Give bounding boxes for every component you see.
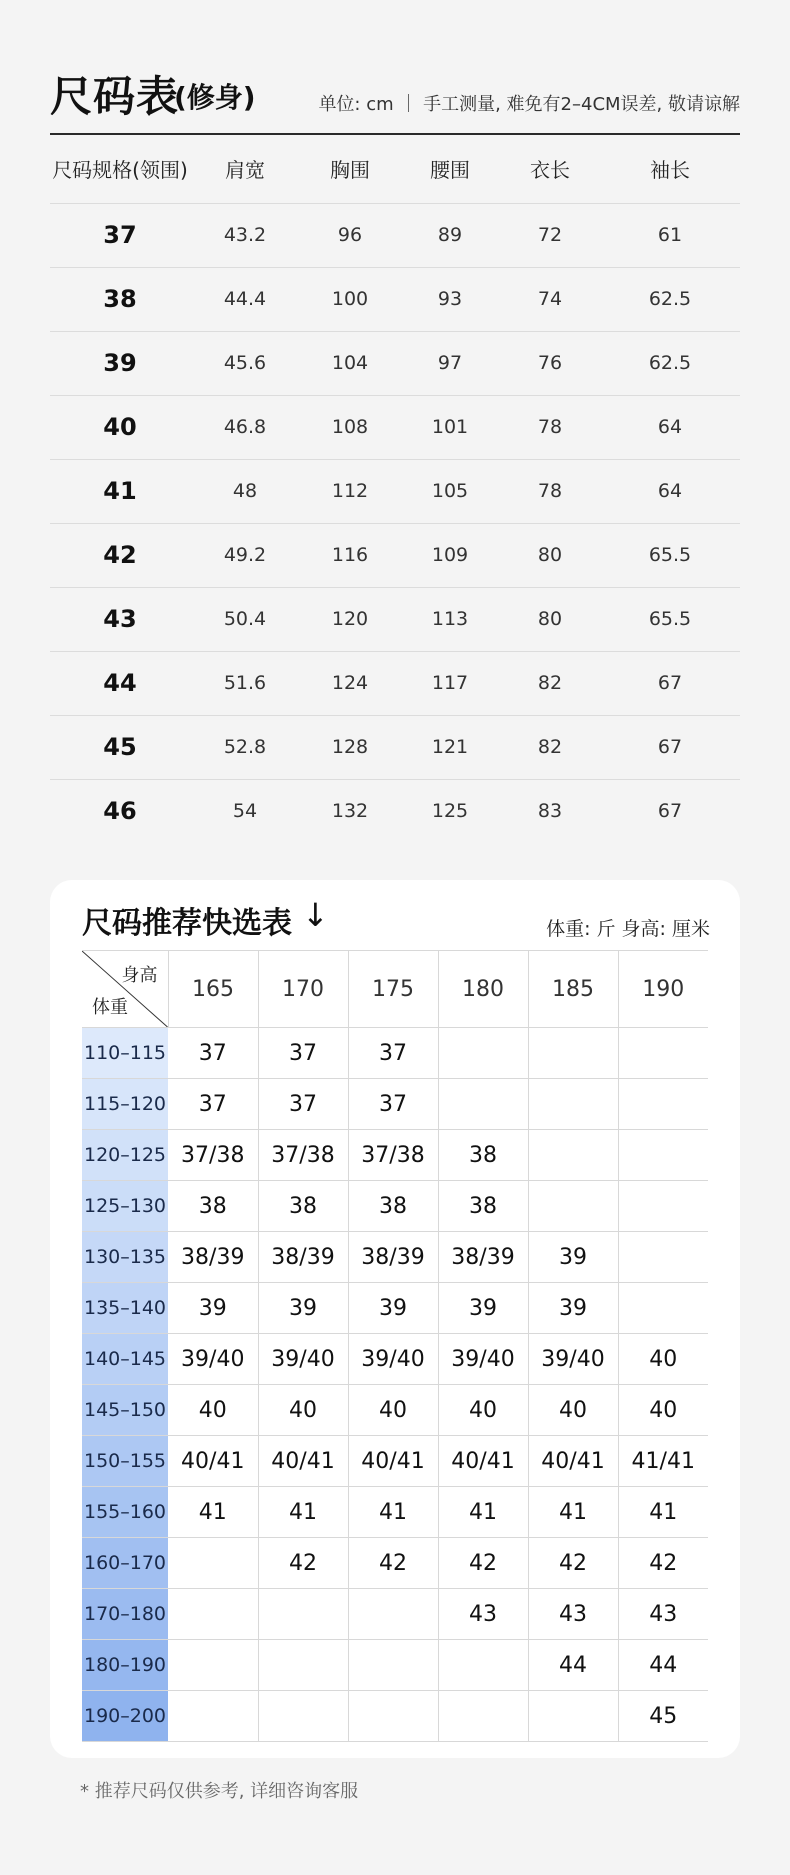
height-column-header: 190 — [618, 951, 708, 1028]
measurement-cell: 125 — [431, 800, 469, 823]
measurement-cell: 93 — [400, 267, 500, 331]
size-label-cell: 38 — [50, 267, 190, 331]
quick-pick-row — [82, 1232, 708, 1283]
size-label-cell: 42 — [50, 523, 190, 587]
recommended-size-cell: 39/40 — [258, 1334, 348, 1385]
measurement-cell: 121 — [400, 715, 500, 779]
recommended-size-cell: 41 — [528, 1487, 618, 1538]
recommended-size-cell — [168, 1640, 258, 1691]
measurement-cell: 100 — [300, 267, 400, 331]
weight-range-cell: 170–180 — [82, 1589, 168, 1640]
size-row — [50, 203, 740, 267]
corner-height-label: 身高 — [121, 965, 158, 986]
measurement-cell: 45.6 — [190, 331, 300, 395]
down-arrow-icon: ↓ — [302, 896, 329, 934]
measurement-cell: 72 — [500, 203, 600, 267]
quick-pick-row — [82, 1079, 708, 1130]
recommended-size-cell: 37 — [258, 1028, 348, 1079]
size-chart-body — [50, 203, 740, 843]
weight-range-cell: 135–140 — [82, 1283, 168, 1334]
weight-range-cell: 125–130 — [82, 1181, 168, 1232]
measurement-cell: 49.2 — [190, 523, 300, 587]
measurement-cell: 76 — [500, 331, 600, 395]
recommended-size-cell: 40/41 — [438, 1436, 528, 1487]
recommended-size-cell: 38 — [258, 1181, 348, 1232]
recommended-size-cell — [528, 1079, 618, 1130]
recommended-size-cell — [618, 1028, 708, 1079]
size-label-cell: 44 — [50, 651, 190, 715]
recommended-size-cell: 37 — [258, 1079, 348, 1130]
recommended-size-cell: 45 — [618, 1691, 708, 1742]
measurement-cell: 65.5 — [600, 523, 740, 587]
quick-pick-row — [82, 1640, 708, 1691]
footnote: * 推荐尺码仅供参考, 详细咨询客服 — [80, 1781, 359, 1802]
recommended-size-cell: 39 — [438, 1283, 528, 1334]
weight-range-cell: 160–170 — [82, 1538, 168, 1589]
measurement-cell: 65.5 — [600, 587, 740, 651]
recommended-size-cell — [258, 1589, 348, 1640]
recommended-size-cell — [438, 1640, 528, 1691]
recommended-size-cell: 39 — [528, 1283, 618, 1334]
size-chart-table — [50, 135, 740, 843]
recommended-size-cell: 37/38 — [168, 1130, 258, 1181]
recommended-size-cell: 39/40 — [348, 1334, 438, 1385]
weight-range-cell: 120–125 — [82, 1130, 168, 1181]
measurement-cell: 97 — [400, 331, 500, 395]
recommended-size-cell: 40 — [438, 1385, 528, 1436]
recommended-size-cell — [618, 1079, 708, 1130]
quick-pick-card — [50, 880, 740, 1758]
weight-range-cell: 115–120 — [82, 1079, 168, 1130]
quick-pick-row — [82, 1385, 708, 1436]
recommended-size-cell — [168, 1538, 258, 1589]
quick-pick-legend: 体重: 斤 身高: 厘米 — [546, 918, 710, 940]
recommended-size-cell: 40/41 — [348, 1436, 438, 1487]
measurement-cell: 124 — [300, 651, 400, 715]
size-label-cell: 43 — [50, 587, 190, 651]
recommended-size-cell — [348, 1691, 438, 1742]
recommended-size-cell — [618, 1181, 708, 1232]
recommended-size-cell: 37 — [348, 1079, 438, 1130]
recommended-size-cell: 40/41 — [258, 1436, 348, 1487]
measurement-cell: 101 — [400, 395, 500, 459]
measurement-cell: 82 — [500, 651, 600, 715]
measurement-cell: 128 — [300, 715, 400, 779]
recommended-size-cell: 38/39 — [168, 1232, 258, 1283]
recommended-size-cell — [438, 1028, 528, 1079]
measurement-cell: 52.8 — [190, 715, 300, 779]
quick-pick-row — [82, 1181, 708, 1232]
weight-range-cell: 150–155 — [82, 1436, 168, 1487]
recommended-size-cell: 41 — [348, 1487, 438, 1538]
recommended-size-cell — [618, 1130, 708, 1181]
measurement-cell: 44.4 — [190, 267, 300, 331]
recommended-size-cell — [438, 1079, 528, 1130]
quick-pick-header-row — [82, 951, 708, 1028]
recommended-size-cell: 43 — [528, 1589, 618, 1640]
recommended-size-cell — [618, 1283, 708, 1334]
quick-pick-table — [82, 950, 708, 1742]
corner-weight-label: 体重 — [92, 997, 128, 1018]
weight-range-cell: 145–150 — [82, 1385, 168, 1436]
weight-range-cell: 140–145 — [82, 1334, 168, 1385]
size-label-cell: 40 — [50, 395, 190, 459]
size-column-header: 尺码规格(领围) — [50, 135, 190, 203]
measurement-cell: 48 — [190, 459, 300, 523]
quick-pick-row — [82, 1436, 708, 1487]
size-label-cell: 41 — [50, 459, 190, 523]
recommended-size-cell: 41 — [618, 1487, 708, 1538]
recommended-size-cell: 39 — [258, 1283, 348, 1334]
recommended-size-cell: 40 — [528, 1385, 618, 1436]
size-row — [50, 331, 740, 395]
recommended-size-cell: 40 — [258, 1385, 348, 1436]
measurement-cell: 80 — [500, 587, 600, 651]
height-column-header: 180 — [438, 951, 528, 1028]
size-row — [50, 523, 740, 587]
measurement-cell: 117 — [400, 651, 500, 715]
quick-pick-title: 尺码推荐快选表 — [82, 906, 292, 941]
recommended-size-cell: 38/39 — [438, 1232, 528, 1283]
size-row — [50, 587, 740, 651]
recommended-size-cell: 44 — [528, 1640, 618, 1691]
recommended-size-cell — [618, 1232, 708, 1283]
recommended-size-cell — [528, 1181, 618, 1232]
size-column-header: 腰围 — [400, 135, 500, 203]
recommended-size-cell: 40 — [168, 1385, 258, 1436]
measurement-cell: 50.4 — [190, 587, 300, 651]
measurement-cell: 89 — [400, 203, 500, 267]
recommended-size-cell — [168, 1589, 258, 1640]
size-row — [50, 651, 740, 715]
height-column-header: 175 — [348, 951, 438, 1028]
recommended-size-cell: 37/38 — [348, 1130, 438, 1181]
recommended-size-cell — [528, 1691, 618, 1742]
measurement-cell: 78 — [500, 459, 600, 523]
recommended-size-cell: 43 — [618, 1589, 708, 1640]
recommended-size-cell: 38 — [348, 1181, 438, 1232]
recommended-size-cell: 43 — [438, 1589, 528, 1640]
height-column-header: 165 — [168, 951, 258, 1028]
recommended-size-cell: 37/38 — [258, 1130, 348, 1181]
recommended-size-cell: 38 — [168, 1181, 258, 1232]
page-title: 尺码表 — [50, 72, 180, 121]
measurement-cell: 67 — [600, 651, 740, 715]
recommended-size-cell: 37 — [168, 1028, 258, 1079]
measurement-cell: 74 — [500, 267, 600, 331]
weight-range-cell: 110–115 — [82, 1028, 168, 1079]
recommended-size-cell: 39 — [348, 1283, 438, 1334]
measurement-cell: 54 — [232, 800, 258, 823]
measurement-cell: 61 — [600, 203, 740, 267]
recommended-size-cell: 40/41 — [168, 1436, 258, 1487]
recommended-size-cell: 38/39 — [348, 1232, 438, 1283]
quick-pick-row — [82, 1691, 708, 1742]
height-column-header: 185 — [528, 951, 618, 1028]
page-subtitle: (修身) — [174, 81, 256, 114]
recommended-size-cell: 42 — [258, 1538, 348, 1589]
recommended-size-cell: 41/41 — [618, 1436, 708, 1487]
quick-pick-row — [82, 1334, 708, 1385]
measurement-cell: 82 — [500, 715, 600, 779]
measurement-cell: 83 — [537, 800, 563, 823]
quick-pick-body — [82, 1028, 708, 1742]
recommended-size-cell: 40/41 — [528, 1436, 618, 1487]
weight-range-cell: 155–160 — [82, 1487, 168, 1538]
recommended-size-cell — [438, 1691, 528, 1742]
measurement-cell: 96 — [300, 203, 400, 267]
recommended-size-cell — [348, 1589, 438, 1640]
size-column-header: 胸围 — [300, 135, 400, 203]
measurement-cell: 62.5 — [600, 267, 740, 331]
recommended-size-cell: 42 — [348, 1538, 438, 1589]
quick-pick-row — [82, 1487, 708, 1538]
recommended-size-cell — [528, 1130, 618, 1181]
recommended-size-cell: 38 — [438, 1181, 528, 1232]
recommended-size-cell — [258, 1640, 348, 1691]
measurement-cell: 80 — [500, 523, 600, 587]
recommended-size-cell: 39/40 — [528, 1334, 618, 1385]
recommended-size-cell: 40 — [618, 1385, 708, 1436]
measurement-cell: 120 — [300, 587, 400, 651]
weight-range-cell: 180–190 — [82, 1640, 168, 1691]
measurement-cell: 108 — [300, 395, 400, 459]
recommended-size-cell: 42 — [438, 1538, 528, 1589]
recommended-size-cell: 40 — [618, 1334, 708, 1385]
recommended-size-cell: 41 — [438, 1487, 528, 1538]
measurement-cell: 43.2 — [190, 203, 300, 267]
recommended-size-cell: 39/40 — [438, 1334, 528, 1385]
size-row — [50, 459, 740, 523]
quick-pick-row — [82, 1589, 708, 1640]
measurement-cell: 104 — [300, 331, 400, 395]
recommended-size-cell: 37 — [348, 1028, 438, 1079]
corner-header-cell — [82, 951, 168, 1028]
size-row — [50, 779, 740, 843]
size-column-header: 衣长 — [500, 135, 600, 203]
recommended-size-cell — [348, 1640, 438, 1691]
measurement-cell: 67 — [657, 800, 683, 823]
measurement-cell: 51.6 — [190, 651, 300, 715]
height-column-header: 170 — [258, 951, 348, 1028]
size-label-cell: 39 — [50, 331, 190, 395]
measurement-cell: 116 — [300, 523, 400, 587]
recommended-size-cell: 41 — [168, 1487, 258, 1538]
recommended-size-cell: 38/39 — [258, 1232, 348, 1283]
recommended-size-cell: 42 — [618, 1538, 708, 1589]
size-column-header: 肩宽 — [190, 135, 300, 203]
recommended-size-cell: 44 — [618, 1640, 708, 1691]
recommended-size-cell — [528, 1028, 618, 1079]
recommended-size-cell: 39 — [168, 1283, 258, 1334]
size-label-cell: 46 — [103, 797, 137, 826]
measurement-cell: 78 — [500, 395, 600, 459]
weight-range-cell: 130–135 — [82, 1232, 168, 1283]
unit-note: 单位: cm ｜ 手工测量, 难免有2–4CM误差, 敬请谅解 — [318, 94, 740, 115]
recommended-size-cell: 42 — [528, 1538, 618, 1589]
measurement-cell: 67 — [600, 715, 740, 779]
recommended-size-cell: 37 — [168, 1079, 258, 1130]
weight-range-cell: 190–200 — [82, 1691, 168, 1742]
size-chart-header-row — [50, 135, 740, 203]
recommended-size-cell: 41 — [258, 1487, 348, 1538]
recommended-size-cell — [168, 1691, 258, 1742]
measurement-cell: 132 — [331, 800, 369, 823]
measurement-cell: 109 — [400, 523, 500, 587]
measurement-cell: 64 — [600, 459, 740, 523]
recommended-size-cell — [258, 1691, 348, 1742]
measurement-cell: 105 — [400, 459, 500, 523]
measurement-cell: 64 — [600, 395, 740, 459]
measurement-cell: 62.5 — [600, 331, 740, 395]
quick-pick-row — [82, 1130, 708, 1181]
size-label-cell: 45 — [50, 715, 190, 779]
recommended-size-cell: 38 — [438, 1130, 528, 1181]
size-row — [50, 715, 740, 779]
measurement-cell: 112 — [300, 459, 400, 523]
quick-pick-row — [82, 1028, 708, 1079]
measurement-cell: 113 — [400, 587, 500, 651]
recommended-size-cell: 40 — [348, 1385, 438, 1436]
title-row — [50, 64, 740, 121]
recommended-size-cell: 39/40 — [168, 1334, 258, 1385]
quick-pick-row — [82, 1283, 708, 1334]
size-column-header: 袖长 — [600, 135, 740, 203]
quick-pick-row — [82, 1538, 708, 1589]
size-label-cell: 37 — [50, 203, 190, 267]
size-row — [50, 395, 740, 459]
size-row — [50, 267, 740, 331]
recommended-size-cell: 39 — [528, 1232, 618, 1283]
measurement-cell: 46.8 — [190, 395, 300, 459]
